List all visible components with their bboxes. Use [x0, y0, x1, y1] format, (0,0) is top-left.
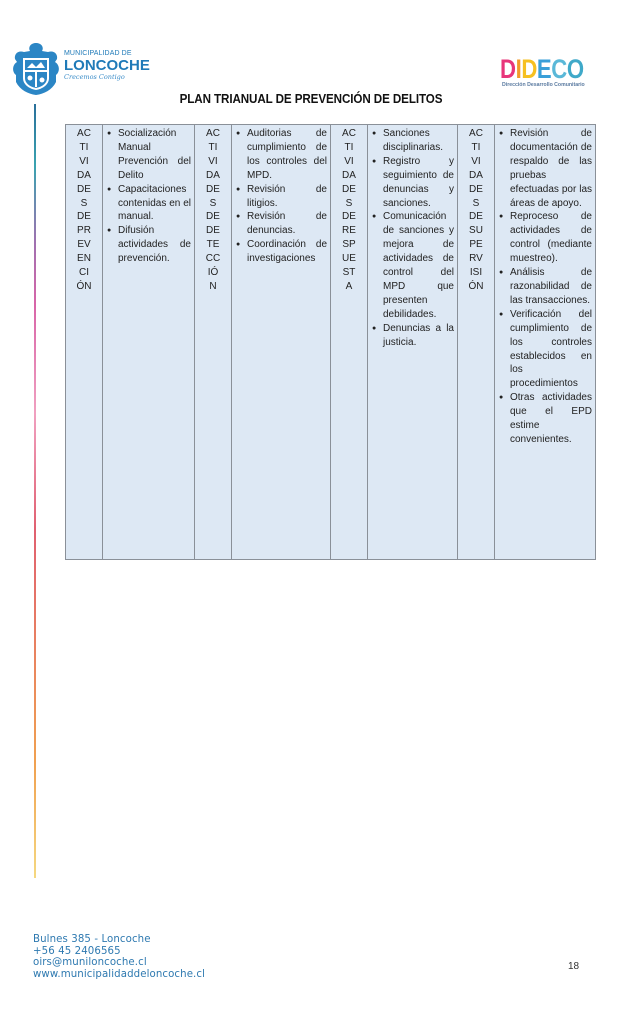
category-syllable: AC — [342, 128, 356, 139]
bullet-icon: ● — [236, 185, 241, 193]
category-syllable: CI — [79, 267, 89, 279]
municipality-name: LONCOCHE — [64, 57, 150, 74]
category-syllable: AC — [77, 128, 91, 139]
category-syllable: DA — [206, 169, 220, 181]
list-item — [235, 210, 327, 238]
category-syllable: DA — [469, 169, 483, 181]
category-syllable: SP — [342, 239, 356, 251]
category-syllable: DE — [77, 183, 91, 195]
bullet-icon: ● — [499, 269, 504, 277]
activity-category-cell — [195, 125, 232, 560]
list-item — [371, 210, 454, 321]
category-syllable: DA — [77, 169, 91, 181]
bullet-icon: ● — [236, 213, 241, 221]
category-syllable: S — [80, 197, 88, 209]
category-syllable: CC — [205, 253, 221, 265]
bullet-icon: ● — [499, 130, 504, 137]
page-number: 18 — [568, 961, 580, 972]
dideco-subtitle: Dirección Desarrollo Comunitario — [502, 82, 585, 88]
category-syllable: DE — [206, 211, 220, 223]
crest-icon — [8, 40, 64, 96]
category-syllable: RV — [469, 253, 483, 265]
list-item — [371, 322, 454, 350]
list-item — [498, 308, 592, 391]
category-syllable: DE — [469, 211, 483, 223]
list-item-text: Coordinación de investigaciones — [247, 239, 327, 265]
list-item — [235, 127, 327, 183]
bullet-icon: ● — [499, 213, 504, 221]
list-item-text: Reproceso de actividades de control (mediante muestreo). — [510, 211, 592, 265]
category-syllable: N — [209, 280, 217, 292]
bullet-icon: ● — [372, 157, 377, 165]
list-item-text: Auditorias de cumplimiento de los controles del MPD. — [247, 128, 327, 181]
footer-email[interactable]: oirs@muniloncoche.cl — [33, 957, 147, 968]
category-syllable: ISI — [469, 267, 483, 279]
table-row — [66, 125, 596, 560]
list-item-text: Revisión de denuncias. — [247, 211, 327, 237]
dideco-letter: O — [566, 54, 584, 84]
activity-list-cell — [232, 125, 331, 560]
category-syllable: VI — [471, 155, 481, 167]
bullet-icon: ● — [236, 241, 241, 249]
footer-address: Bulnes 385 - Loncoche — [33, 934, 151, 945]
bullet-icon: ● — [372, 324, 377, 332]
bullet-icon: ● — [372, 213, 377, 221]
category-syllable: EV — [77, 239, 91, 251]
activity-category-cell — [331, 125, 368, 560]
list-item — [498, 266, 592, 308]
category-syllable: S — [345, 197, 353, 209]
list-item — [498, 210, 592, 266]
decorative-gradient-line — [34, 104, 36, 878]
category-syllable: DE — [206, 183, 220, 195]
category-syllable: UE — [342, 253, 356, 265]
activity-category-cell — [66, 125, 103, 560]
list-item-text: Difusión actividades de prevención. — [118, 225, 191, 265]
footer-phone: +56 45 2406565 — [33, 945, 121, 957]
list-item — [371, 127, 454, 155]
category-syllable: PE — [469, 239, 483, 251]
footer-contact — [33, 934, 205, 980]
list-item-text: Denuncias a la justicia. — [383, 322, 454, 348]
category-syllable: SU — [469, 225, 483, 237]
list-item — [235, 183, 327, 211]
dideco-letter: I — [515, 54, 522, 84]
category-syllable: EN — [77, 253, 91, 265]
dideco-letter: C — [551, 54, 567, 84]
category-syllable: ÓN — [468, 280, 484, 292]
list-item — [498, 127, 592, 210]
category-syllable: TI — [344, 141, 354, 153]
category-syllable: IÓ — [207, 267, 219, 279]
list-item-text: Capacitaciones contenidas en el manual. — [118, 183, 191, 223]
activity-list-cell — [103, 125, 195, 560]
category-syllable: TI — [208, 141, 218, 153]
list-item-text: Revisión de documentación de respaldo de las pruebas efectuadas por las áreas de apoyo. — [510, 128, 592, 209]
activity-list-cell — [368, 125, 458, 560]
list-item — [498, 391, 592, 447]
category-syllable: RE — [342, 225, 356, 237]
bullet-icon: ● — [236, 130, 241, 137]
bullet-icon: ● — [499, 310, 504, 318]
municipality-logo — [8, 40, 178, 96]
list-item — [235, 238, 327, 266]
category-syllable: S — [209, 197, 217, 209]
activity-list-cell — [495, 125, 596, 560]
bullet-icon: ● — [107, 130, 112, 137]
bullet-icon: ● — [107, 227, 112, 235]
dideco-letter: D — [500, 54, 516, 84]
list-item-text: Análisis de razonabilidad de las transacciones. — [510, 267, 592, 306]
category-syllable: AC — [469, 128, 483, 139]
list-item-text: Verificación del cumplimiento de los controles establecidos en los procedimientos — [510, 308, 592, 390]
activities-table — [65, 124, 596, 560]
category-syllable: AC — [206, 128, 220, 139]
category-syllable: VI — [344, 155, 354, 167]
category-syllable: ÓN — [76, 280, 92, 292]
municipality-small-label: MUNICIPALIDAD DE — [64, 50, 132, 57]
list-item-text: Registro y seguimiento de denuncias y sanciones. — [383, 155, 454, 209]
category-syllable: DE — [77, 211, 91, 223]
category-syllable: TI — [79, 141, 89, 153]
bullet-icon: ● — [372, 130, 377, 137]
category-syllable: VI — [79, 155, 89, 167]
bullet-icon: ● — [499, 394, 504, 402]
municipality-slogan: Crecemos Contigo — [64, 73, 125, 81]
category-syllable: TE — [206, 239, 220, 251]
category-syllable: PR — [77, 225, 91, 237]
activity-category-cell — [458, 125, 495, 560]
bullet-icon: ● — [107, 185, 112, 193]
category-syllable: DE — [342, 183, 356, 195]
dideco-logo — [500, 56, 600, 92]
category-syllable: VI — [208, 155, 218, 167]
list-item-text: Comunicación de sanciones y mejora de actividades de control del MPD que presenten debilidades. — [383, 211, 454, 320]
list-item-text: Sanciones disciplinarias. — [383, 128, 444, 153]
page-title: PLAN TRIANUAL DE PREVENCIÓN DE DELITOS — [179, 92, 443, 106]
category-syllable: A — [345, 280, 353, 292]
dideco-letter: D — [521, 54, 537, 84]
list-item-text: Revisión de litigios. — [247, 183, 327, 209]
category-syllable: ST — [342, 267, 356, 279]
dideco-letter: E — [536, 54, 552, 84]
category-syllable: DA — [342, 169, 356, 181]
list-item — [106, 127, 191, 183]
dideco-wordmark — [500, 56, 582, 83]
list-item — [371, 155, 454, 211]
list-item-text: Socialización Manual Prevención del Delito — [118, 128, 191, 181]
list-item-text: Otras actividades que el EPD estime convenientes. — [510, 392, 592, 445]
list-item — [106, 224, 191, 266]
category-syllable: S — [472, 197, 480, 209]
list-item — [106, 183, 191, 225]
category-syllable: TI — [471, 141, 481, 153]
category-syllable: DE — [206, 225, 220, 237]
category-syllable: DE — [469, 183, 483, 195]
category-syllable: DE — [342, 211, 356, 223]
footer-website[interactable]: www.municipalidaddeloncoche.cl — [33, 968, 206, 980]
